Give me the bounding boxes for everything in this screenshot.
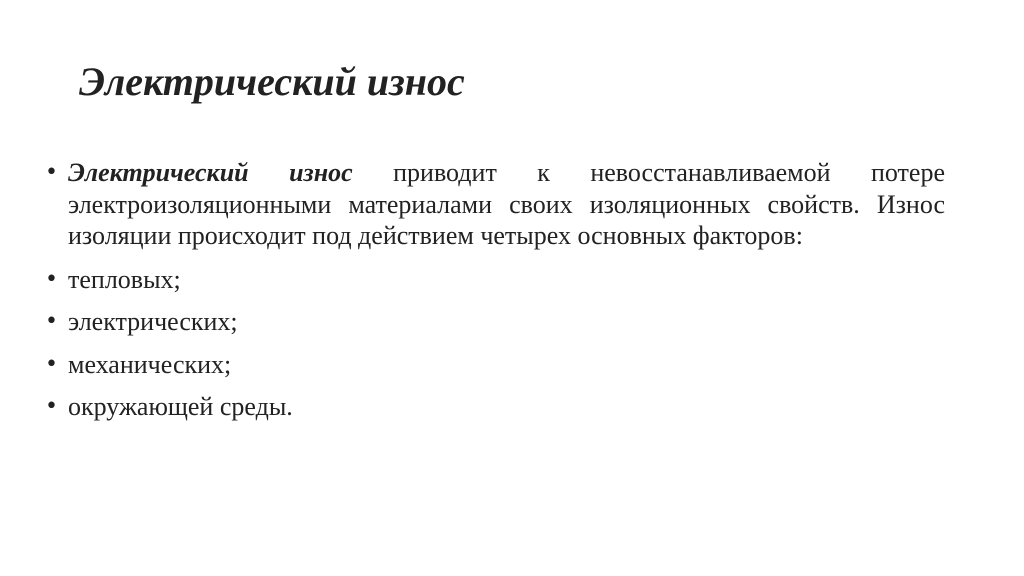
bullet-factor-electrical (45, 306, 945, 338)
factor-text: электрических; (68, 307, 238, 336)
bullet-icon: • (45, 266, 58, 292)
term-highlight: Электрический износ (68, 158, 353, 187)
factor-text: механических; (68, 349, 232, 379)
bullet-icon: • (45, 351, 58, 377)
bullet-intro (45, 157, 945, 252)
bullet-icon: • (45, 160, 58, 185)
bullet-factor-thermal (45, 264, 945, 296)
factor-text: тепловых; (68, 264, 181, 294)
bullet-icon: • (45, 309, 58, 334)
bullet-factor-environment (45, 391, 945, 423)
slide-title: Электрический износ (79, 59, 465, 104)
bullet-list (45, 157, 945, 434)
bullet-icon: • (45, 394, 58, 419)
intro-text: приводит к невосстанавливаемой потере электроизоляционными материалами своих изоляционных свойств. Износ изоляции происходит под действием четырех основных факторов: (68, 158, 945, 250)
factor-text: окружающей среды. (68, 392, 293, 421)
bullet-factor-mechanical (45, 349, 945, 381)
